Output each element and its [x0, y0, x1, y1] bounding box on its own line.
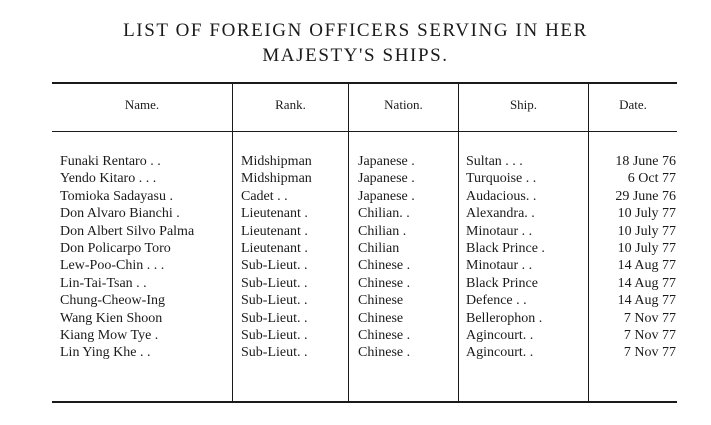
- cell-nation: Japanese .: [358, 171, 415, 187]
- column-header-nation: Nation.: [384, 97, 423, 112]
- table-bottom-rule: [52, 401, 677, 403]
- cell-rank: Midshipman: [241, 154, 312, 169]
- table-row: [0, 257, 711, 274]
- table-row: [0, 153, 711, 170]
- cell-rank: Sub-Lieut. .: [241, 327, 308, 343]
- cell-ship: Bellerophon .: [466, 310, 543, 326]
- cell-rank: Midshipman: [241, 171, 312, 187]
- cell-date: 14 Aug 77: [617, 275, 676, 291]
- cell-name: Yendo Kitaro . . .: [60, 171, 157, 187]
- table-row: [0, 292, 711, 309]
- cell-nation: Japanese .: [358, 188, 415, 204]
- cell-ship: Agincourt. .: [466, 345, 534, 361]
- cell-rank: Sub-Lieut. .: [241, 345, 308, 361]
- cell-date: 7 Nov 77: [623, 310, 676, 326]
- cell-rank: Sub-Lieut. .: [241, 275, 308, 291]
- cell-rank: Lieutenant .: [241, 223, 308, 239]
- table-row: [0, 275, 711, 292]
- page-title-line-2: MAJESTY'S SHIPS.: [262, 45, 449, 66]
- cell-nation: Chinese .: [358, 275, 411, 291]
- table-row: [0, 327, 711, 344]
- cell-date: 10 July 77: [617, 223, 676, 239]
- cell-nation: Chinese .: [358, 258, 411, 274]
- cell-nation: Chilian .: [358, 223, 407, 239]
- table-row: [0, 240, 711, 257]
- table-row: [0, 188, 711, 205]
- cell-date: 7 Nov 77: [623, 345, 676, 361]
- table-header-rule: [52, 131, 677, 132]
- cell-name: Lew-Poo-Chin . . .: [60, 258, 165, 274]
- cell-nation: Chinese .: [358, 345, 411, 361]
- table-row: [0, 344, 711, 361]
- column-header-rank: Rank.: [275, 97, 306, 112]
- cell-nation: Chinese: [358, 310, 404, 326]
- cell-rank: Sub-Lieut. .: [241, 293, 308, 309]
- cell-nation: Chilian. .: [358, 206, 410, 222]
- cell-name: Funaki Rentaro . .: [60, 154, 161, 169]
- cell-date: 7 Nov 77: [623, 327, 676, 343]
- cell-name: Wang Kien Shoon: [60, 310, 163, 326]
- cell-ship: Agincourt. .: [466, 327, 534, 343]
- cell-date: 10 July 77: [617, 240, 676, 256]
- cell-nation: Chilian: [358, 240, 400, 256]
- cell-date: 6 Oct 77: [627, 171, 676, 187]
- table-row: [0, 223, 711, 240]
- cell-ship: Alexandra. .: [466, 206, 535, 222]
- table-row: [0, 205, 711, 222]
- cell-rank: Cadet . .: [241, 188, 288, 204]
- cell-ship: Black Prince: [466, 275, 538, 291]
- cell-name: Don Policarpo Toro: [60, 240, 171, 256]
- cell-date: 29 June 76: [615, 188, 676, 204]
- cell-date: 18 June 76: [615, 154, 676, 169]
- cell-name: Lin-Tai-Tsan . .: [60, 275, 147, 291]
- cell-rank: Lieutenant .: [241, 240, 308, 256]
- cell-ship: Minotaur . .: [466, 258, 533, 274]
- cell-ship: Turquoise . .: [466, 171, 537, 187]
- cell-date: 10 July 77: [617, 206, 676, 222]
- table-row: [0, 170, 711, 187]
- officer-table-body: [0, 153, 711, 362]
- column-header-ship: Ship.: [509, 97, 538, 112]
- cell-rank: Sub-Lieut. .: [241, 258, 308, 274]
- table-top-rule: [52, 82, 677, 84]
- column-header-date: Date.: [619, 97, 647, 112]
- cell-name: Tomioka Sadayasu .: [60, 188, 173, 204]
- cell-name: Don Albert Silvo Palma: [60, 223, 195, 239]
- cell-nation: Chinese: [358, 293, 404, 309]
- cell-date: 14 Aug 77: [617, 293, 676, 309]
- cell-rank: Sub-Lieut. .: [241, 310, 308, 326]
- cell-ship: Sultan . . .: [466, 154, 523, 169]
- column-header-name: Name.: [124, 97, 160, 112]
- cell-nation: Japanese .: [358, 154, 415, 169]
- cell-nation: Chinese .: [358, 327, 411, 343]
- cell-ship: Audacious. .: [466, 188, 537, 204]
- cell-name: Chung-Cheow-Ing: [60, 293, 165, 309]
- cell-ship: Minotaur . .: [466, 223, 533, 239]
- page-title: LIST OF FOREIGN OFFICERS SERVING IN HER: [123, 20, 588, 41]
- cell-rank: Lieutenant .: [241, 206, 308, 222]
- cell-name: Lin Ying Khe . .: [60, 345, 151, 361]
- cell-ship: Defence . .: [466, 293, 527, 309]
- cell-name: Don Alvaro Bianchi .: [60, 206, 180, 222]
- table-row: [0, 310, 711, 327]
- cell-ship: Black Prince .: [466, 240, 545, 256]
- cell-name: Kiang Mow Tye .: [60, 327, 159, 343]
- cell-date: 14 Aug 77: [617, 258, 676, 274]
